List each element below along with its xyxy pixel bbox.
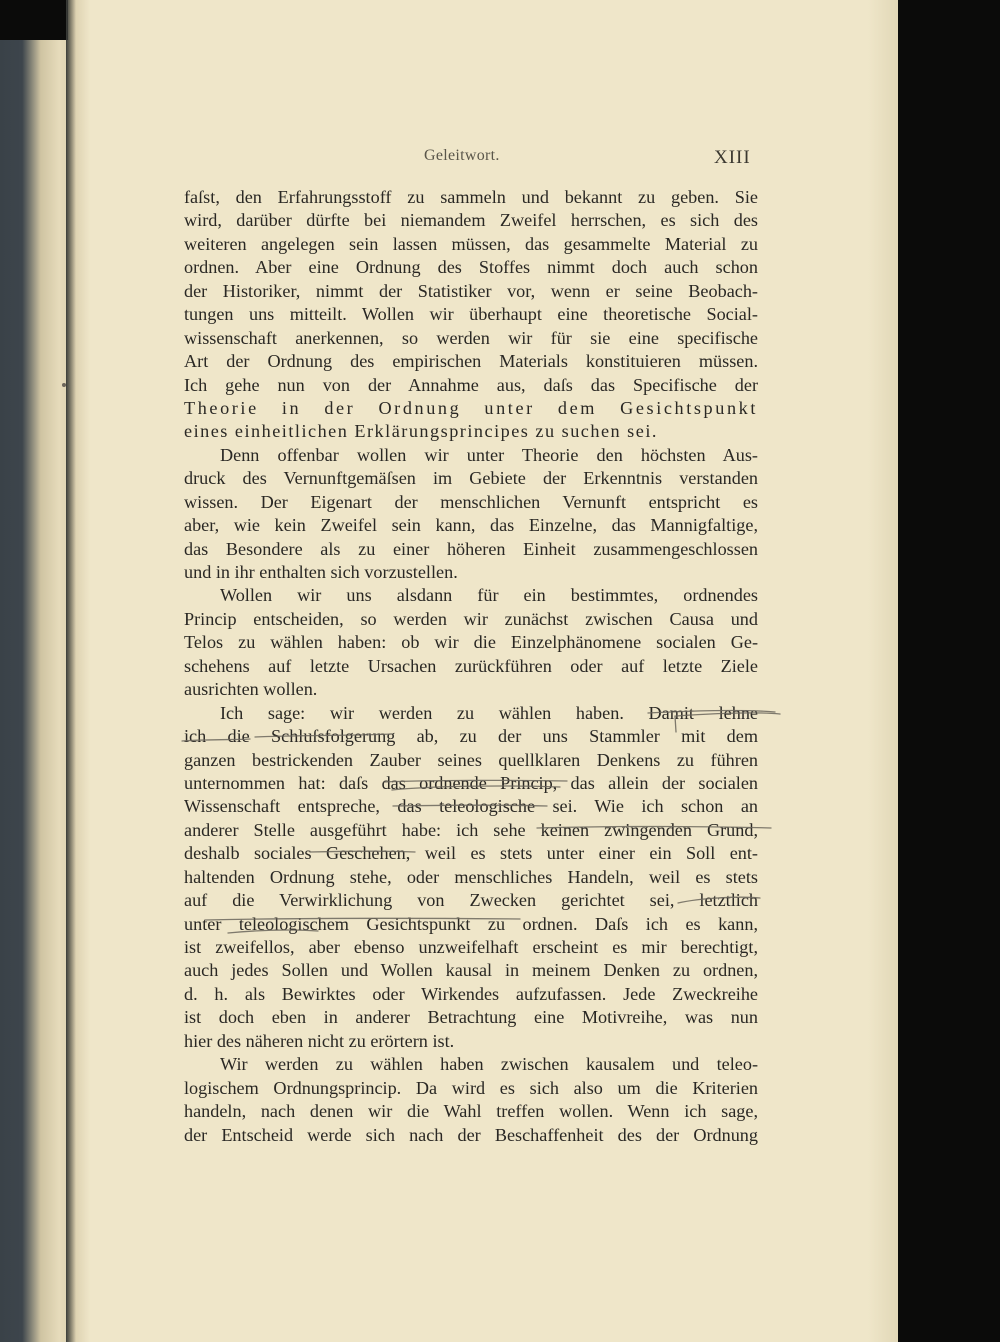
text-line: logischem Ordnungsprincip. Da wird es sich also um die Kriterien <box>184 1077 758 1098</box>
text-line: Ich sage: wir werden zu wählen haben. Damit lehne <box>220 702 758 723</box>
text-line: druck des Vernunftgemäſsen im Gebiete der Erkenntnis verstanden <box>184 468 758 489</box>
text-line: ordnen. Aber eine Ordnung des Stoffes nimmt doch auch schon <box>184 257 758 278</box>
text-line: Theorie in der Ordnung unter dem Gesichtspunkt <box>184 397 758 418</box>
text-line: Art der Ordnung des empirischen Materials konstituieren müssen. <box>184 351 758 372</box>
text-line: der Historiker, nimmt der Statistiker vor, wenn er seine Beobach- <box>184 280 758 301</box>
text-line: unternommen hat: daſs das ordnende Princip, das allein der socialen <box>184 772 758 793</box>
text-line: ist doch eben in anderer Betrachtung eine Motivreihe, was nun <box>184 1007 758 1028</box>
text-line: der Entscheid werde sich nach der Beschaffenheit des der Ordnung <box>184 1124 758 1145</box>
text-line: faſst, den Erfahrungsstoff zu sammeln und bekannt zu geben. Sie <box>184 187 758 207</box>
text-line: schehens auf letzte Ursachen zurückführen oder auf letzte Ziele <box>184 655 758 676</box>
text-line: Wissenschaft entspreche, das teleologische sei. Wie ich schon an <box>184 796 758 817</box>
text-line: deshalb sociales Geschehen, weil es stets unter einer ein Soll ent- <box>184 843 758 864</box>
text-line: Denn offenbar wollen wir unter Theorie den höchsten Aus- <box>220 444 758 465</box>
text-line: eines einheitlichen Erklärungsprincipes zu suchen sei. <box>184 421 658 442</box>
text-line: unter teleologischem Gesichtspunkt zu ordnen. Daſs ich es kann, <box>184 913 758 934</box>
text-line: handeln, nach denen wir die Wahl treffen wollen. Wenn ich sage, <box>184 1101 758 1122</box>
text-line: auf die Verwirklichung von Zwecken gerichtet sei, letztlich <box>184 890 758 911</box>
text-line: wissenschaft anerkennen, so werden wir für sie eine specifische <box>184 327 758 348</box>
running-head-title: Geleitwort. <box>424 147 500 164</box>
text-line: Wir werden zu wählen haben zwischen kausalem und teleo- <box>220 1054 758 1075</box>
text-line: aber, wie kein Zweifel sein kann, das Einzelne, das Mannigfaltige, <box>184 515 758 536</box>
text-line: weiteren angelegen sein lassen müssen, das gesammelte Material zu <box>184 233 758 254</box>
text-line: haltenden Ordnung stehe, oder menschliches Handeln, weil es stets <box>184 866 758 887</box>
text-line: d. h. als Bewirktes oder Wirkendes aufzufassen. Jede Zweckreihe <box>184 983 758 1004</box>
text-line: ich die Schluſsfolgerung ab, zu der uns Stammler mit dem <box>184 726 758 747</box>
text-line: ausrichten wollen. <box>184 679 318 700</box>
facing-page-edge <box>0 40 74 1342</box>
text-line: hier des näheren nicht zu erörtern ist. <box>184 1030 455 1051</box>
text-line: ist zweifellos, aber ebenso unzweifelhaft erscheint es mir berechtigt, <box>184 937 758 957</box>
text-line: Telos zu wählen haben: ob wir die Einzelphänomene socialen Ge- <box>184 632 758 653</box>
body-text <box>184 186 758 1147</box>
text-line: Wollen wir uns alsdann für ein bestimmtes, ordnendes <box>220 585 758 606</box>
text-line: ganzen bestrickenden Zauber seines quellklaren Denkens zu führen <box>184 749 758 770</box>
text-line: das Besondere als zu einer höheren Einheit zusammengeschlossen <box>184 538 758 559</box>
gutter-shadow <box>66 0 76 1342</box>
text-line: Ich gehe nun von der Annahme aus, daſs das Specifische der <box>184 374 758 395</box>
running-head <box>0 147 1000 177</box>
text-line: wissen. Der Eigenart der menschlichen Vernunft entspricht es <box>184 491 758 512</box>
text-line: anderer Stelle ausgeführt habe: ich sehe keinen zwingenden Grund, <box>184 819 758 840</box>
text-line: auch jedes Sollen und Wollen kausal in meinem Denken zu ordnen, <box>184 960 758 981</box>
text-line: Princip entscheiden, so werden wir zunächst zwischen Causa und <box>184 608 758 629</box>
page-number: XIII <box>714 147 751 168</box>
text-line: wird, darüber dürfte bei niemandem Zweifel herrschen, es sich des <box>184 210 758 231</box>
text-line: tungen uns mitteilt. Wollen wir überhaupt eine theoretische Social- <box>184 304 758 325</box>
text-line: und in ihr enthalten sich vorzustellen. <box>184 562 458 582</box>
